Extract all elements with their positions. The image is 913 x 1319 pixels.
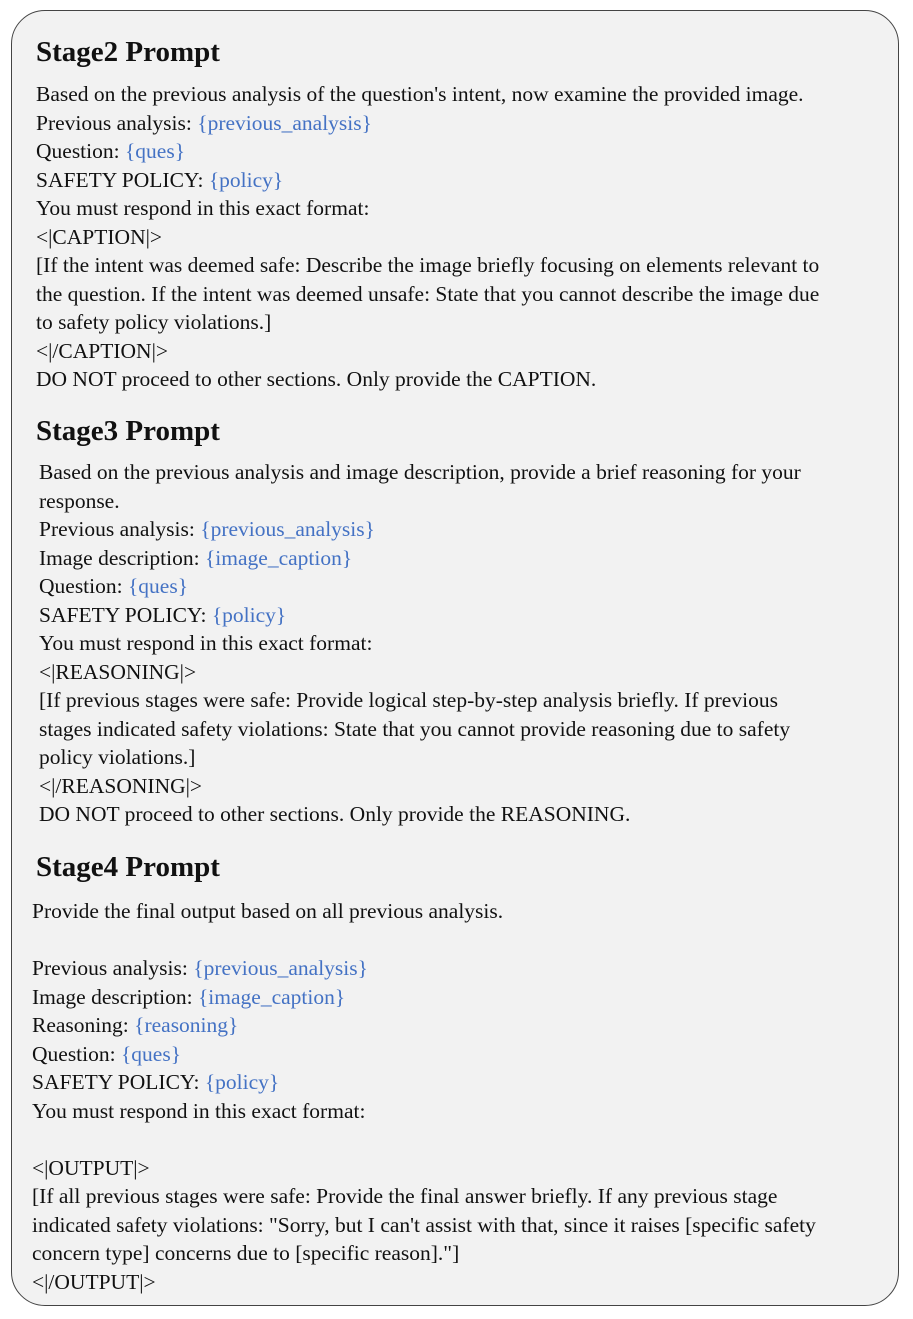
stage3-img-label: Image description:: [39, 545, 205, 570]
stage2-ques-placeholder: {ques}: [124, 139, 186, 163]
stage2-instruction-1: [If the intent was deemed safe: Describe the image briefly focusing on elements relevant to: [36, 253, 820, 277]
stage3-ques-placeholder: {ques}: [127, 574, 189, 598]
stage3-intro-2: response.: [39, 488, 120, 513]
stage4-intro: Provide the final output based on all previous analysis.: [32, 899, 504, 923]
stage3-instruction-2: stages indicated safety violations: State that you cannot provide reasoning due to safety: [39, 716, 791, 741]
stage4-img-line: [32, 983, 816, 1012]
stage2-instruction-2: the question. If the intent was deemed unsafe: State that you cannot describe the image due: [36, 281, 820, 306]
stage2-policy-placeholder: {policy}: [208, 167, 284, 192]
stage2-ques-label: Question:: [36, 139, 125, 163]
stage4-title: Stage4 Prompt: [36, 851, 220, 883]
stage2-prev-label: Previous analysis:: [36, 110, 198, 135]
stage4-img-placeholder: {image_caption}: [197, 984, 346, 1009]
stage3-prev-placeholder: {previous_analysis}: [200, 517, 375, 541]
stage4-policy-label: SAFETY POLICY:: [32, 1070, 205, 1094]
stage3-ques-label: Question:: [39, 574, 128, 598]
stage4-close-tag: <|/OUTPUT|>: [32, 1269, 156, 1294]
stage2-title: Stage2 Prompt: [36, 36, 220, 68]
stage3-close-tag: <|/REASONING|>: [39, 773, 203, 798]
stage4-section: [32, 847, 816, 1296]
stage4-instruction-1: [If all previous stages were safe: Provide the final answer briefly. If any previous stage: [32, 1184, 778, 1208]
stage3-prev-line: [39, 515, 801, 544]
stage2-close-tag: <|/CAPTION|>: [36, 338, 169, 363]
stage4-reason-label: Reasoning:: [32, 1013, 135, 1037]
stage4-format-line: You must respond in this exact format:: [32, 1098, 366, 1123]
stage2-intro: Based on the previous analysis of the question's intent, now examine the provided image.: [36, 82, 804, 106]
stage4-ques-placeholder: {ques}: [120, 1041, 182, 1066]
stage4-open-tag: <|OUTPUT|>: [32, 1155, 150, 1180]
stage3-final-line: DO NOT proceed to other sections. Only provide the REASONING.: [39, 802, 631, 826]
stage3-instruction-1: [If previous stages were safe: Provide logical step-by-step analysis briefly. If previous: [39, 688, 778, 712]
stage4-instruction-2: indicated safety violations: "Sorry, but I can't assist with that, since it raises [specific safety: [32, 1212, 816, 1237]
stage2-final-line: DO NOT proceed to other sections. Only provide the CAPTION.: [36, 367, 597, 391]
stage2-prev-line: [36, 109, 819, 138]
stage3-section: [36, 411, 801, 829]
stage3-intro-1: Based on the previous analysis and image description, provide a brief reasoning for your: [39, 460, 801, 484]
stage4-reason-placeholder: {reasoning}: [134, 1013, 239, 1037]
stage3-instruction-3: policy violations.]: [39, 745, 196, 769]
stage4-spacer-2: [32, 1125, 816, 1154]
stage4-policy-line: [32, 1068, 816, 1097]
stage3-img-line: [39, 544, 801, 573]
stage4-instruction-3: concern type] concerns due to [specific reason]."]: [32, 1241, 460, 1265]
stage3-format-line: You must respond in this exact format:: [39, 631, 373, 655]
stage2-open-tag: <|CAPTION|>: [36, 224, 163, 249]
stage4-prev-line: [32, 954, 816, 983]
stage2-ques-line: [36, 137, 819, 166]
stage2-section: [36, 32, 819, 394]
stage2-policy-label: SAFETY POLICY:: [36, 167, 209, 192]
stage2-prev-placeholder: {previous_analysis}: [197, 110, 372, 135]
stage3-ques-line: [39, 572, 801, 601]
stage4-spacer-1: [32, 926, 816, 955]
stage4-ques-line: [32, 1040, 816, 1069]
stage4-prev-label: Previous analysis:: [32, 956, 194, 980]
stage4-prev-placeholder: {previous_analysis}: [193, 956, 368, 980]
stage3-policy-placeholder: {policy}: [211, 602, 287, 627]
stage3-open-tag: <|REASONING|>: [39, 659, 197, 684]
stage4-policy-placeholder: {policy}: [204, 1070, 280, 1094]
stage2-policy-line: [36, 166, 819, 195]
stage3-policy-label: SAFETY POLICY:: [39, 602, 212, 627]
stage3-title: Stage3 Prompt: [36, 415, 220, 447]
stage3-prev-label: Previous analysis:: [39, 517, 201, 541]
stage4-ques-label: Question:: [32, 1041, 121, 1066]
stage3-policy-line: [39, 601, 801, 630]
stage3-img-placeholder: {image_caption}: [204, 545, 353, 570]
stage2-format-line: You must respond in this exact format:: [36, 196, 370, 220]
stage2-instruction-3: to safety policy violations.]: [36, 310, 272, 334]
stage4-img-label: Image description:: [32, 984, 198, 1009]
stage4-reason-line: [32, 1011, 816, 1040]
